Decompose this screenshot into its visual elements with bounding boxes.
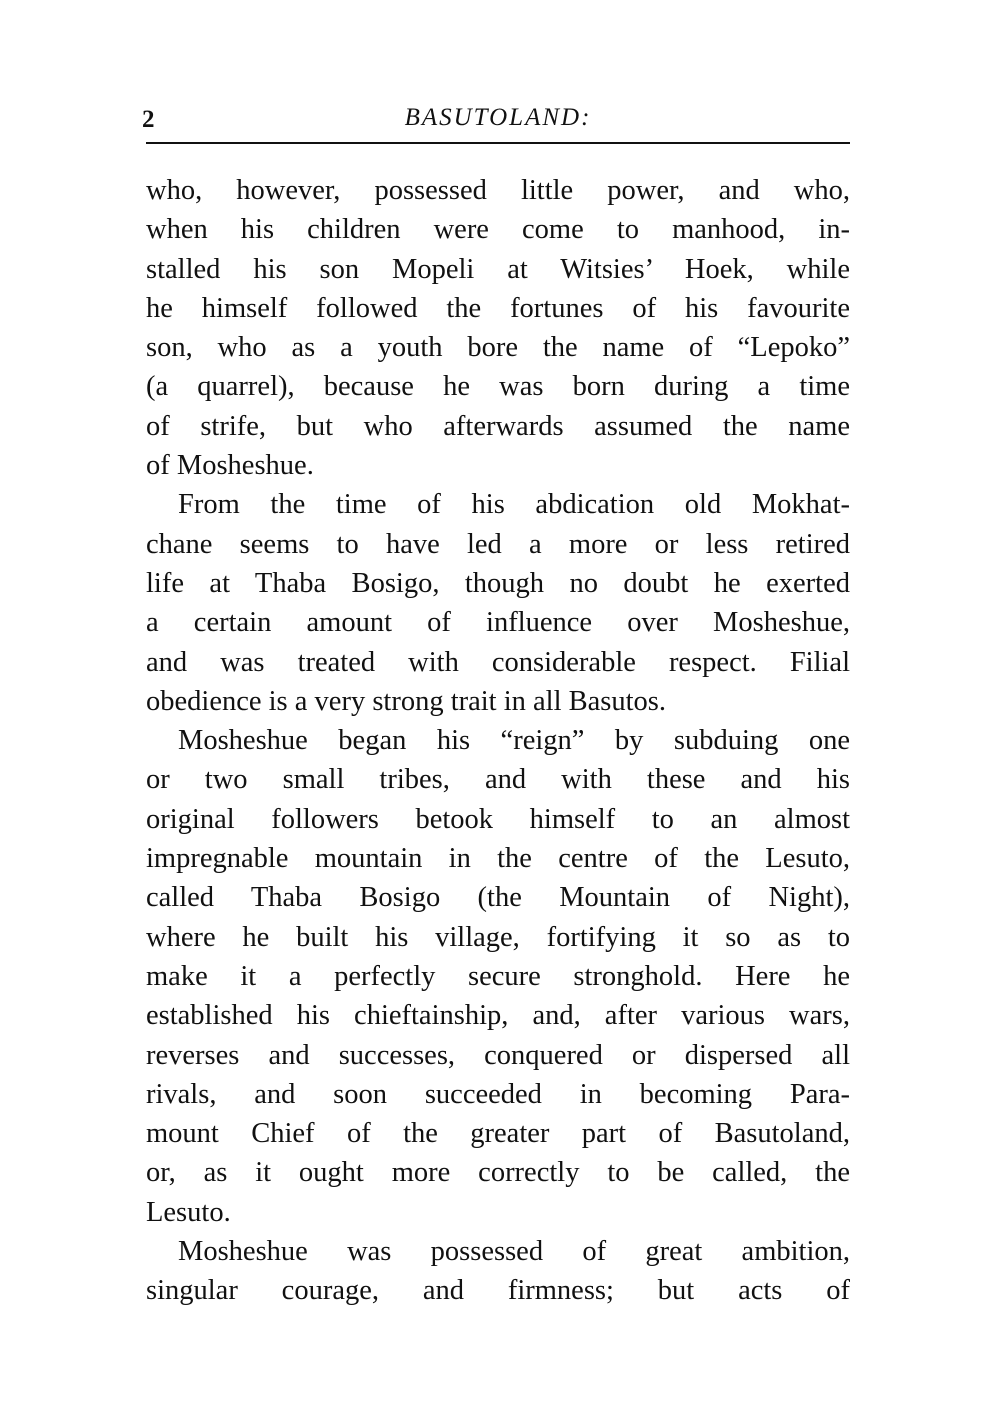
text-line: (a quarrel), because he was born during a time — [146, 371, 850, 403]
text-line: life at Thaba Bosigo, though no doubt he exerted — [146, 567, 850, 599]
paragraph-4 — [146, 1232, 850, 1311]
text-line: From the time of his abdication old Mokhat- — [178, 489, 850, 521]
paragraph-3 — [146, 721, 850, 1232]
text-line: obedience is a very strong trait in all Basutos. — [146, 685, 666, 717]
text-line: stalled his son Mopeli at Witsies’ Hoek, while — [146, 253, 850, 285]
text-line: he himself followed the fortunes of his favourite — [146, 292, 850, 324]
text-line: chane seems to have led a more or less retired — [146, 528, 850, 560]
text-line: or, as it ought more correctly to be called, the — [146, 1157, 850, 1189]
text-line: of Mosheshue. — [146, 450, 314, 482]
paragraph-1 — [146, 171, 850, 485]
text-line: Lesuto. — [146, 1196, 231, 1228]
text-line: Mosheshue began his “reign” by subduing one — [178, 725, 850, 757]
text-line: Mosheshue was possessed of great ambition, — [178, 1236, 850, 1268]
text-line: singular courage, and firmness; but acts of — [146, 1275, 850, 1307]
text-line: rivals, and soon succeeded in becoming Para- — [146, 1078, 850, 1110]
text-line: make it a perfectly secure stronghold. Here he — [146, 960, 850, 992]
running-title: BASUTOLAND: — [404, 104, 592, 131]
text-line: mount Chief of the greater part of Basutoland, — [146, 1118, 850, 1150]
text-line: established his chieftainship, and, after various wars, — [146, 1000, 850, 1032]
text-line: when his children were come to manhood, in- — [146, 214, 850, 246]
text-line: and was treated with considerable respect. Filial — [146, 646, 850, 678]
page-number: 2 — [142, 106, 155, 133]
text-line: who, however, possessed little power, and who, — [146, 175, 850, 206]
text-line: of strife, but who afterwards assumed the name — [146, 410, 850, 442]
text-line: or two small tribes, and with these and his — [146, 764, 850, 796]
text-line: a certain amount of influence over Mosheshue, — [146, 607, 850, 639]
paragraph-2 — [146, 485, 850, 721]
body-text — [146, 171, 850, 1311]
text-line: called Thaba Bosigo (the Mountain of Night), — [146, 882, 850, 914]
text-line: reverses and successes, conquered or dispersed all — [146, 1039, 850, 1071]
text-line: where he built his village, fortifying it so as to — [146, 921, 850, 953]
text-line: son, who as a youth bore the name of “Lepoko” — [146, 332, 850, 364]
text-line: impregnable mountain in the centre of the Lesuto, — [146, 843, 850, 875]
page-header — [142, 98, 850, 144]
text-line: original followers betook himself to an almost — [146, 803, 850, 835]
